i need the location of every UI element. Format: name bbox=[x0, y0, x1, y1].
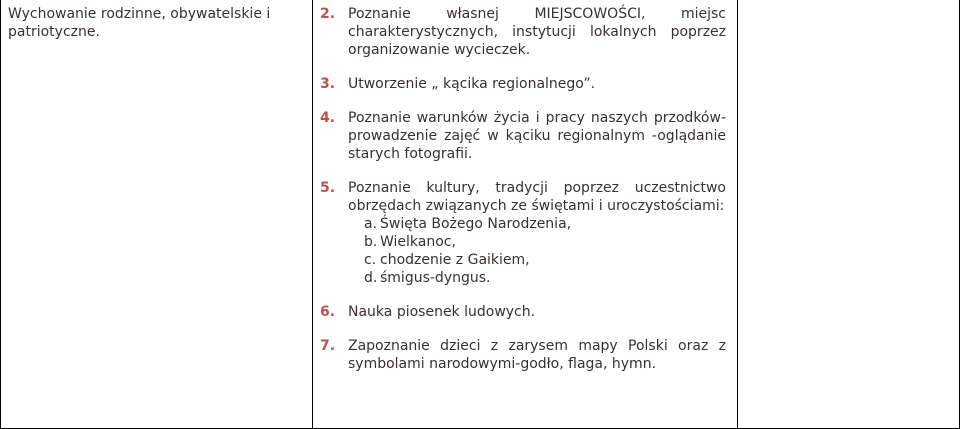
sub-item-letter: d. bbox=[364, 270, 378, 286]
item-text: Nauka piosenek ludowych. bbox=[348, 304, 536, 320]
item-text: Poznanie warunków życia i pracy naszych przodków-prowadzenie zajęć w kąciku regionalnym -oglądanie starych fotografii. bbox=[348, 110, 726, 162]
sub-item-letter: b. bbox=[364, 234, 378, 250]
item-text: Poznanie własnej MIEJSCOWOŚCI, miejsc charakterystycznych, instytucji lokalnych poprzez organizowanie wycieczek. bbox=[348, 6, 726, 58]
table-column-divider-2 bbox=[737, 0, 738, 429]
sub-item-text: Wielkanoc, bbox=[380, 234, 456, 250]
list-item bbox=[320, 337, 726, 373]
sub-item-text: śmigus-dyngus. bbox=[380, 270, 491, 286]
item-number: 5. bbox=[320, 180, 336, 196]
table-border-left bbox=[0, 0, 1, 429]
sub-item-letter: a. bbox=[364, 216, 378, 232]
sub-item-text: Święta Bożego Narodzenia, bbox=[380, 216, 572, 232]
table-column-divider-1 bbox=[312, 0, 313, 429]
item-text: Utworzenie „ kącika regionalnego”. bbox=[348, 76, 596, 92]
list-item bbox=[320, 75, 726, 93]
item-number: 6. bbox=[320, 304, 336, 320]
cell-activities bbox=[320, 5, 726, 373]
sub-item-text: chodzenie z Gaikiem, bbox=[380, 252, 530, 268]
sub-list-item bbox=[320, 233, 726, 251]
item-text: Zapoznanie dzieci z zarysem mapy Polski oraz z symbolami narodowymi-godło, flaga, hymn. bbox=[348, 338, 726, 372]
cell-area-title: Wychowanie rodzinne, obywatelskie i patriotyczne. bbox=[8, 6, 271, 40]
list-item bbox=[320, 5, 726, 59]
list-item bbox=[320, 303, 726, 321]
list-item bbox=[320, 179, 726, 287]
sub-list-item bbox=[320, 251, 726, 269]
item-number: 7. bbox=[320, 338, 336, 354]
item-text: Poznanie kultury, tradycji poprzez uczestnictwo obrzędach związanych ze świętami i uroczystościami: bbox=[348, 180, 726, 214]
sub-list-item bbox=[320, 269, 726, 287]
sub-item-letter: c. bbox=[364, 252, 377, 268]
item-number: 3. bbox=[320, 76, 336, 92]
item-number: 2. bbox=[320, 6, 336, 22]
list-item bbox=[320, 109, 726, 163]
item-number: 4. bbox=[320, 110, 336, 126]
sub-list-item bbox=[320, 215, 726, 233]
